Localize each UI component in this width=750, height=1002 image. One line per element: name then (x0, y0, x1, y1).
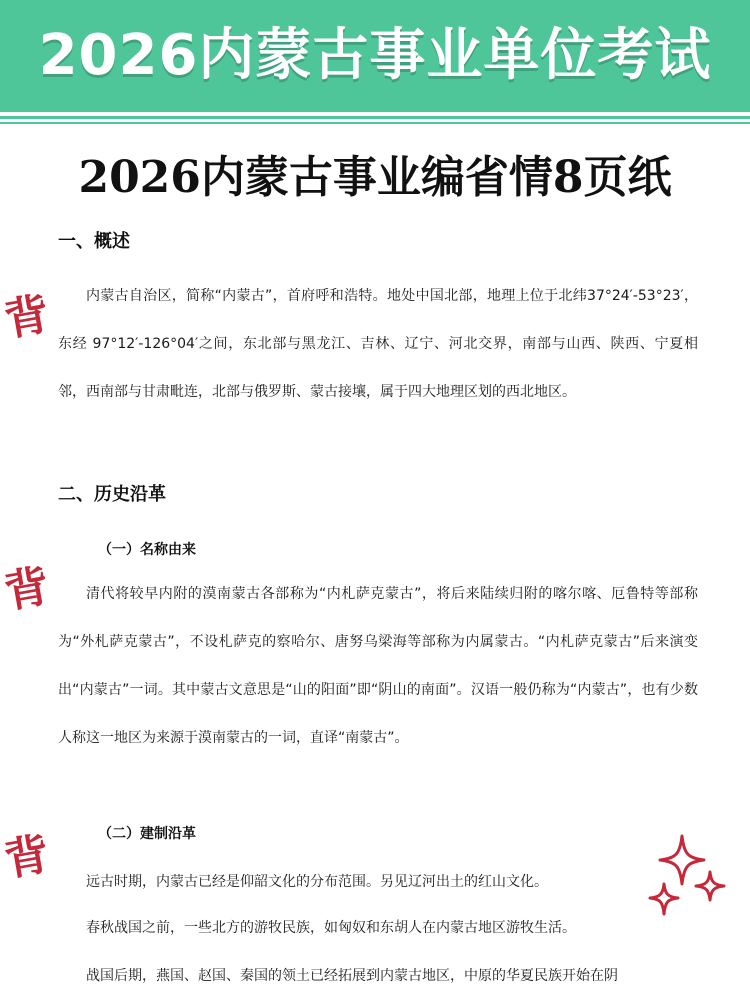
overview-paragraph: 内蒙古自治区，简称“内蒙古”，首府呼和浩特。地处中国北部，地理上位于北纬37°24′-53°23′，东经 97°12′-126°04′之间，东北部与黑龙江、吉林、辽宁、河北交界，南部与山西、陕西、宁夏相邻，西南部与甘肃毗连，北部与俄罗斯、蒙古接壤，属于四大地理区划的西北地区。 (58, 288, 698, 400)
sparkle-icon (640, 832, 730, 922)
memorize-stamp: 背 (0, 288, 54, 347)
section-heading-overview: 一、概述 (58, 231, 130, 252)
banner-title: 2026内蒙古事业单位考试 (38, 23, 712, 88)
memorize-stamp: 背 (0, 560, 54, 619)
admin-history-line: 远古时期，内蒙古已经是仰韶文化的分布范围。另见辽河出土的红山文化。 (86, 874, 548, 890)
section-heading-history: 二、历史沿革 (58, 484, 166, 505)
memorize-stamp: 背 (0, 828, 54, 887)
banner-divider (0, 116, 750, 119)
subsection-heading-name-origin: （一）名称由来 (98, 542, 196, 558)
subsection-heading-admin-history: （二）建制沿革 (98, 826, 196, 842)
name-origin-paragraph: 清代将较早内附的漠南蒙古各部称为“内札萨克蒙古”，将后来陆续归附的喀尔喀、厄鲁特等部称为“外札萨克蒙古”，不设札萨克的察哈尔、唐努乌梁海等部称为内属蒙古。“内札萨克蒙古”后来演变出“内蒙古”一词。其中蒙古文意思是“山的阳面”即“阴山的南面”。汉语一般仍称为“内蒙古”，也有少数人称这一地区为来源于漠南蒙古的一词，直译“南蒙古”。 (58, 586, 698, 746)
document-title: 2026内蒙古事业编省情8页纸 (78, 152, 672, 203)
admin-history-line: 春秋战国之前，一些北方的游牧民族，如匈奴和东胡人在内蒙古地区游牧生活。 (86, 920, 576, 936)
banner-divider (0, 122, 750, 124)
admin-history-line: 战国后期，燕国、赵国、秦国的领土已经拓展到内蒙古地区，中原的华夏民族开始在阴 (86, 968, 618, 984)
